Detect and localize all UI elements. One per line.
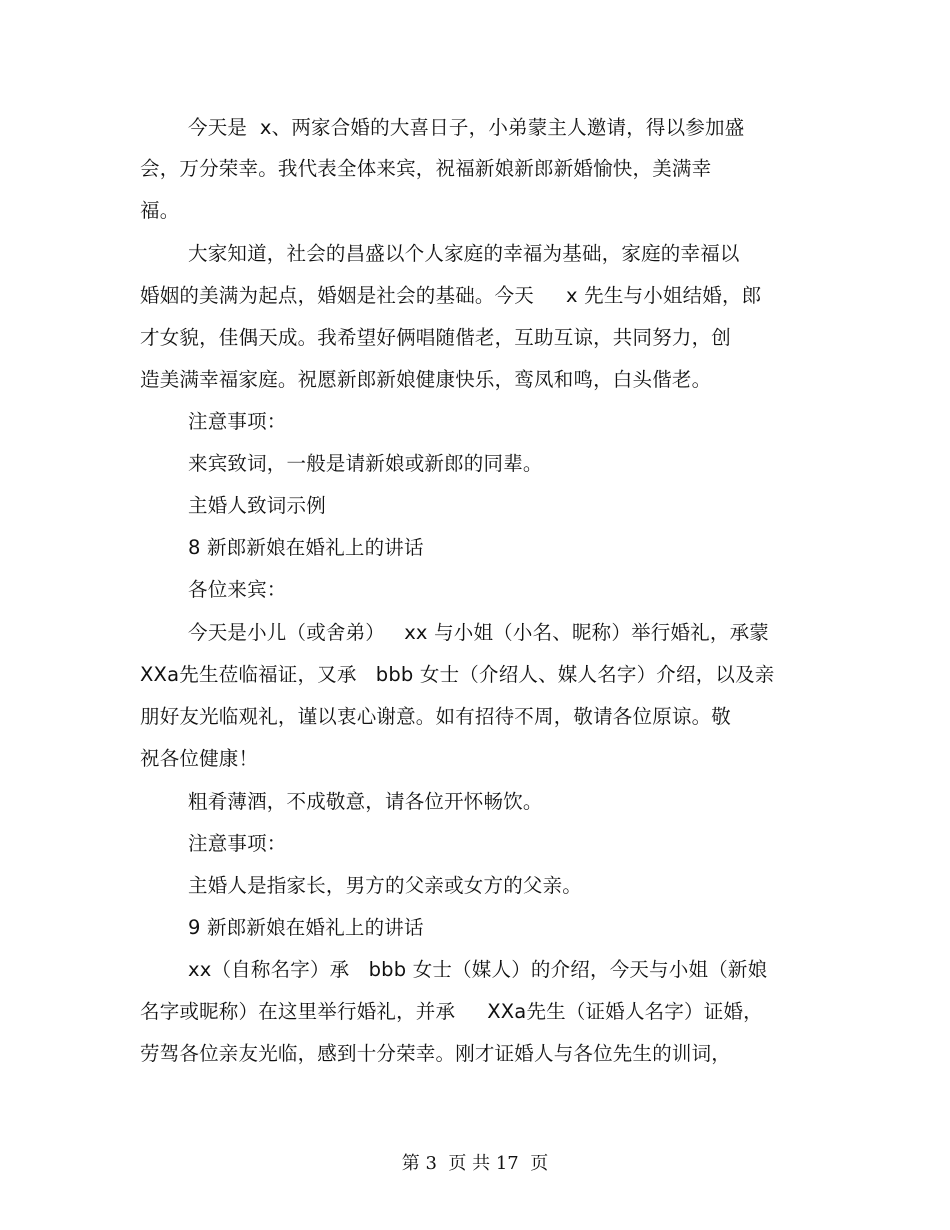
page-number-footer: 第 3 页 共 17 页 [401,1153,549,1174]
body-text-line: 劳驾各位亲友光临，感到十分荣幸。刚才证婚人与各位先生的训词， [140,1042,732,1065]
body-text-line: 粗肴薄酒，不成敬意，请各位开怀畅饮。 [188,790,543,813]
body-text-line: XXa先生莅临福证，又承 bbb 女士（介绍人、媒人名字）介绍，以及亲 [140,663,775,686]
section-label: 注意事项： [188,410,287,433]
body-text-line: 会，万分荣幸。我代表全体来宾，祝福新娘新郎新婚愉快，美满幸 [140,157,712,180]
section-heading: 9 新郎新娘在婚礼上的讲话 [188,916,424,939]
section-heading: 主婚人致词示例 [188,494,326,517]
body-text-line: 福。 [140,199,180,222]
body-text-line: 大家知道，社会的昌盛以个人家庭的幸福为基础，家庭的幸福以 [188,242,740,265]
body-text-line: 才女貌，佳偶天成。我希望好俩唱随偕老，互助互谅，共同努力，创 [140,326,732,349]
body-text-line: 今天是 x、两家合婚的大喜日子，小弟蒙主人邀请，得以参加盛 [188,116,745,139]
body-text-line: 婚姻的美满为起点，婚姻是社会的基础。今天 x 先生与小姐结婚，郎 [140,284,762,307]
body-text-line: 来宾致词，一般是请新娘或新郎的同辈。 [188,452,543,475]
body-text-line: 名字或昵称）在这里举行婚礼，并承 XXa先生（证婚人名字）证婚， [140,1000,763,1023]
body-text-line: 朋好友光临观礼，谨以衷心谢意。如有招待不周，敬请各位原谅。敬 [140,705,732,728]
body-text-line: 主婚人是指家长，男方的父亲或女方的父亲。 [188,874,583,897]
body-text-line: 祝各位健康！ [140,747,259,770]
body-text-line: 今天是小儿（或舍弟） xx 与小姐（小名、昵称）举行婚礼，承蒙 [188,621,769,644]
section-heading: 8 新郎新娘在婚礼上的讲话 [188,536,424,559]
section-label: 注意事项： [188,832,287,855]
body-text-line: xx（自称名字）承 bbb 女士（媒人）的介绍，今天与小姐（新娘 [188,958,768,981]
salutation: 各位来宾： [188,578,287,601]
body-text-line: 造美满幸福家庭。祝愿新郎新娘健康快乐，鸾凤和鸣，白头偕老。 [140,368,712,391]
